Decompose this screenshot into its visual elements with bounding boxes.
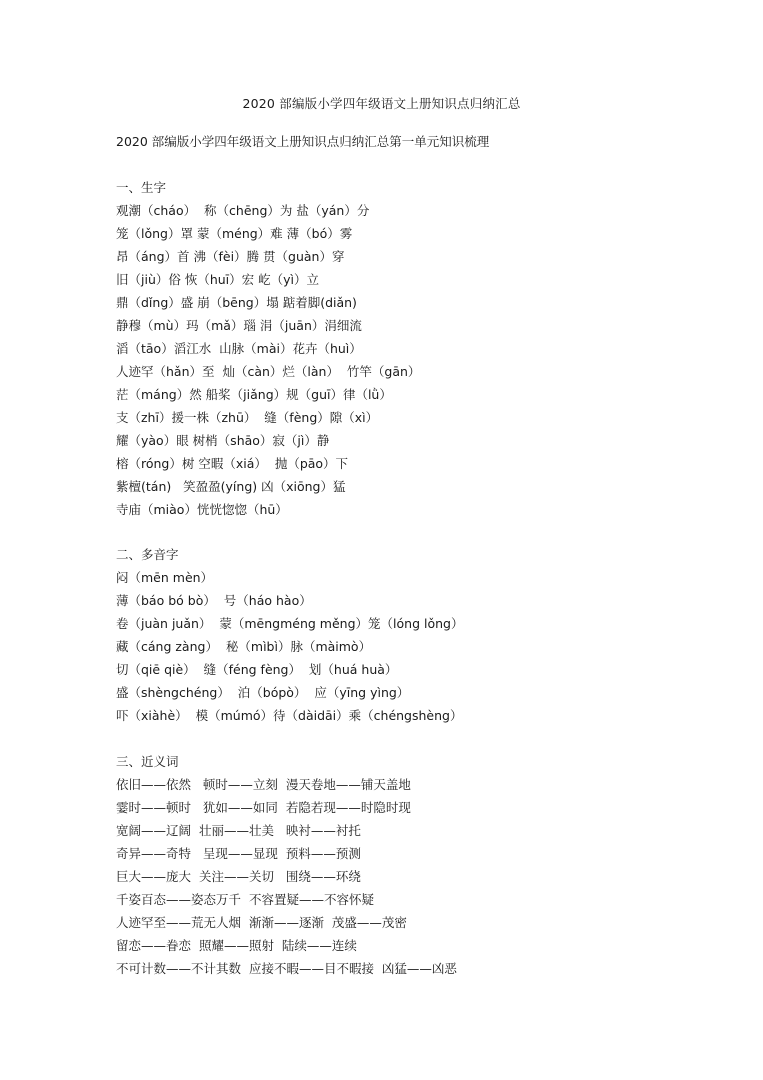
text-line: 薄（báo bó bò） 号（háo hào） [116,593,312,608]
text-line: 鼎（dǐng）盛 崩（bēng）塌 踮着脚(diǎn) [116,295,357,310]
text-line: 榕（róng）树 空暇（xiá） 抛（pāo）下 [116,456,349,471]
text-line: 支（zhī）援一株（zhū） 缝（fèng）隙（xì） [116,410,379,425]
section-new-characters [116,176,420,521]
document-subtitle: 2020 部编版小学四年级语文上册知识点归纳汇总第一单元知识梳理 [116,134,490,149]
text-line: 留恋——眷恋 照耀——照射 陆续——连续 [116,938,357,953]
text-line: 笼（lǒng）罩 蒙（méng）难 薄（bó）雾 [116,226,353,241]
text-line: 奇异——奇特 呈现——显现 预料——预测 [116,846,361,861]
text-line: 依旧——依然 顿时——立刻 漫天卷地——铺天盖地 [116,777,411,792]
text-line: 宽阔——辽阔 壮丽——壮美 映衬——衬托 [116,823,361,838]
text-line: 闷（mēn mèn） [116,570,214,585]
section-heading: 三、近义词 [116,754,179,769]
text-line: 滔（tāo）滔江水 山脉（mài）花卉（huì） [116,341,362,356]
text-line: 寺庙（miào）恍恍惚惚（hū） [116,502,288,517]
text-line: 切（qiē qiè） 缝（féng fèng） 划（huá huà） [116,662,398,677]
text-line: 霎时——顿时 犹如——如同 若隐若现——时隐时现 [116,800,411,815]
text-line: 不可计数——不计其数 应接不暇——目不暇接 凶猛——凶恶 [116,961,457,976]
text-line: 藏（cáng zàng） 秘（mìbì）脉（màimò） [116,639,372,654]
text-line: 昂（áng）首 沸（fèi）腾 贯（guàn）穿 [116,249,345,264]
text-line: 旧（jiù）俗 恢（huī）宏 屹（yì）立 [116,272,320,287]
section-heading: 一、生字 [116,180,167,195]
text-line: 人迹罕（hǎn）至 灿（càn）烂（làn） 竹竿（gān） [116,364,421,379]
document-title: 2020 部编版小学四年级语文上册知识点归纳汇总 [242,96,521,111]
section-polyphonic-characters [116,543,463,727]
section-synonyms [116,750,457,980]
text-line: 紫檀(tán) 笑盈盈(yíng) 凶（xiōng）猛 [116,479,346,494]
text-line: 盛（shèngchéng） 泊（bópò） 应（yīng yìng） [116,685,410,700]
text-line: 观潮（cháo） 称（chēng）为 盐（yán）分 [116,203,370,218]
text-line: 卷（juàn juǎn） 蒙（mēngméng měng）笼（lóng lǒng） [116,616,464,631]
text-line: 耀（yào）眼 树梢（shāo）寂（jì）静 [116,433,330,448]
text-line: 吓（xiàhè） 模（múmó）待（dàidāi）乘（chéngshèng） [116,708,463,723]
text-line: 茫（máng）然 船桨（jiǎng）规（guī）律（lǜ） [116,387,392,402]
section-heading: 二、多音字 [116,547,179,562]
text-line: 巨大——庞大 关注——关切 围绕——环绕 [116,869,361,884]
text-line: 静穆（mù）玛（mǎ）瑙 涓（juān）涓细流 [116,318,362,333]
text-line: 千姿百态——姿态万千 不容置疑——不容怀疑 [116,892,374,907]
text-line: 人迹罕至——荒无人烟 渐渐——逐渐 茂盛——茂密 [116,915,407,930]
